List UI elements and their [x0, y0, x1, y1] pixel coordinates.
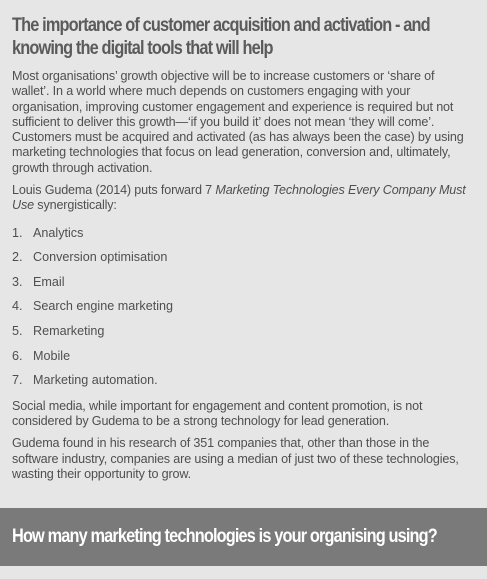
- list-item-number: 6.: [12, 348, 23, 363]
- list-item: [12, 319, 471, 344]
- list-item-number: 4.: [12, 299, 23, 314]
- list-item-label: Email: [33, 274, 65, 289]
- list-item-label: Conversion optimisation: [33, 250, 168, 265]
- list-item-number: 5.: [12, 324, 23, 339]
- article-title: The importance of customer acquisition and activation - and knowing the digital tools that will help: [12, 15, 430, 59]
- book-title: Marketing Technologies Every Company Must Use: [12, 183, 466, 213]
- intro-paragraph: Most organisations’ growth objective will be to increase customers or ‘share of wallet’. In a world where much depends on customers engaging with your organisation, improving customer engagement and experience is required but not sufficient to deliver this growth—‘if you build it’ does not mean ‘they will come’. Customers must be acquired and activated (as has always been the case) by using marketing technologies that focus on lead generation, conversion and, ultimately, growth through activation.: [12, 69, 464, 175]
- list-item: [12, 344, 471, 369]
- list-item-number: 3.: [12, 274, 23, 289]
- list-item-label: Remarketing: [33, 324, 105, 339]
- list-item: [12, 270, 471, 295]
- cta-banner: [0, 508, 487, 566]
- list-item-label: Search engine marketing: [33, 299, 174, 314]
- list-item-number: 7.: [12, 373, 23, 388]
- list-item-label: Analytics: [33, 225, 84, 240]
- footer-strip: [0, 566, 487, 579]
- list-item-label: Mobile: [33, 348, 71, 363]
- cta-question: How many marketing technologies is your organising using?: [12, 526, 437, 547]
- list-item: [12, 294, 471, 319]
- list-item-label: Marketing automation.: [33, 373, 158, 388]
- gudema-paragraph: [12, 183, 471, 214]
- research-paragraph: Gudema found in his research of 351 companies that, other than those in the software industry, companies are using a median of just two of these technologies, wasting their opportunity to grow.: [12, 436, 459, 482]
- gudema-paragraph-suffix: synergistically:: [33, 198, 117, 213]
- marketing-technologies-list: [12, 221, 471, 393]
- list-item: [12, 221, 471, 246]
- list-item: [12, 245, 471, 270]
- list-item: [12, 368, 471, 393]
- gudema-paragraph-prefix: Louis Gudema (2014) puts forward 7: [12, 183, 216, 198]
- list-item-number: 1.: [12, 225, 23, 240]
- list-item-number: 2.: [12, 250, 23, 265]
- social-media-paragraph: Social media, while important for engagement and content promotion, is not considered by Gudema to be a strong technology for lead generation.: [12, 398, 423, 429]
